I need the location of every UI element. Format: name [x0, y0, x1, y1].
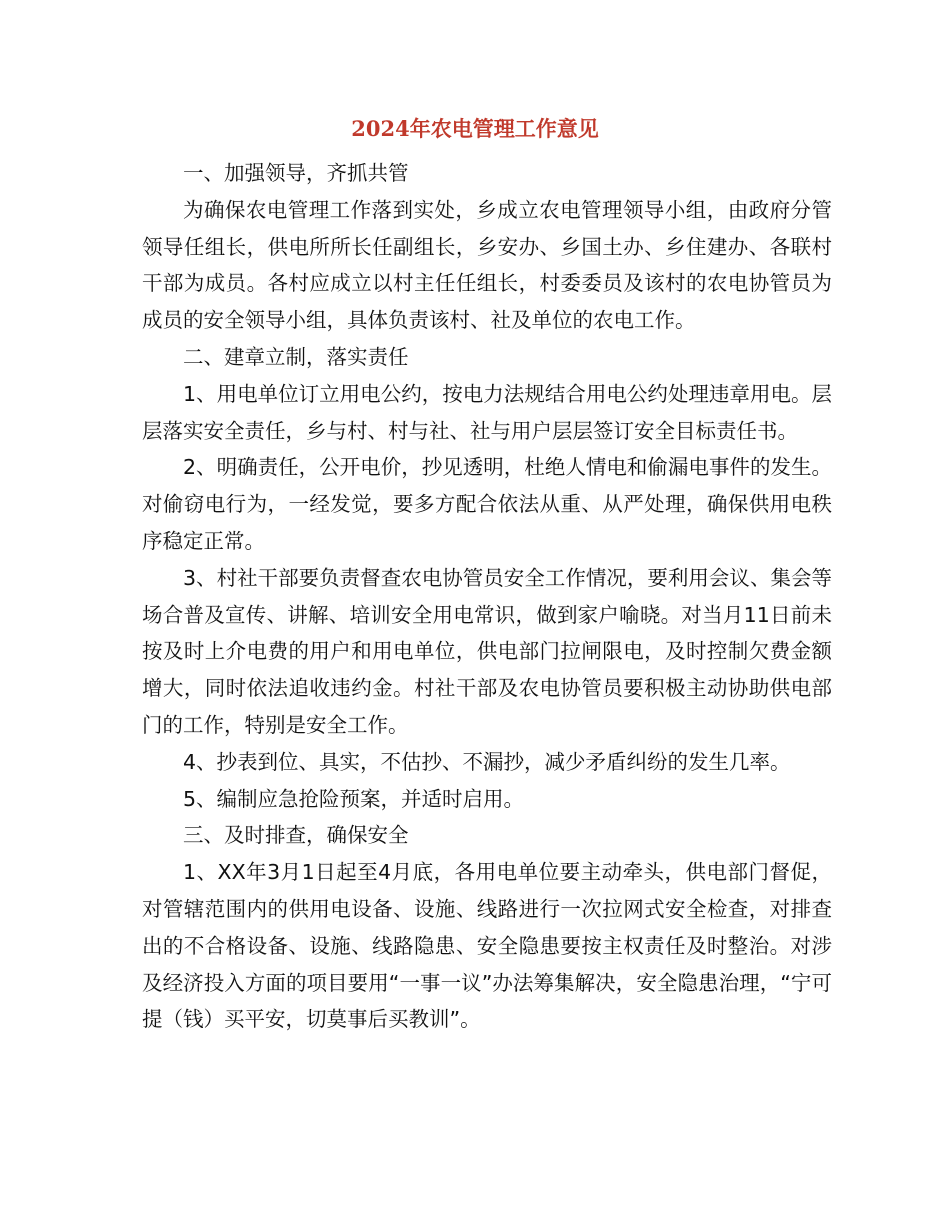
section-heading-2: 二、建章立制，落实责任: [183, 344, 409, 369]
section-heading-1: 一、加强领导，齐抓共管: [183, 161, 409, 185]
paragraph-item-3: 3、村社干部要负责督查农电协管员安全工作情况，要利用会议、集会等场合普及宣传、讲解、培训安全用电常识，做到家户喻晓。对当月11日前未按及时上介电费的用户和用电单位，供电部门拉闸限电，及时控制欠费金额增大，同时依法追收违约金。村社干部及农电协管员要积极主动协助供电部门的工作，特别是安全工作。: [142, 565, 832, 737]
paragraph-leadership: 为确保农电管理工作落到实处，乡成立农电管理领导小组，由政府分管领导任组长，供电所所长任副组长，乡安办、乡国土办、乡住建办、各联村干部为成员。各村应成立以村主任任组长，村委委员及该村的农电协管员为成员的安全领导小组，具体负责该村、社及单位的农电工作。: [142, 197, 832, 333]
paragraph-item-2: 2、明确责任，公开电价，抄见透明，杜绝人情电和偷漏电事件的发生。对偷窃电行为，一经发觉，要多方配合依法从重、从严处理，确保供用电秩序稳定正常。: [142, 455, 832, 553]
section-heading-3: 三、及时排查，确保安全: [183, 823, 409, 848]
paragraph-item-5: 5、编制应急抢险预案，并适时启用。: [183, 786, 525, 811]
paragraph-inspection: 1、XX年3月1日起至4月底，各用电单位要主动牵头，供电部门督促，对管辖范围内的供用电设备、设施、线路进行一次拉网式安全检查，对排查出的不合格设备、设施、线路隐患、安全隐患要按主权责任及时整治。对涉及经济投入方面的项目要用“一事一议”办法筹集解决，安全隐患治理，“宁可提（钱）买平安，切莫事后买教训”。: [142, 860, 832, 1032]
paragraph-item-1: 1、用电单位订立用电公约，按电力法规结合用电公约处理违章用电。层层落实安全责任，乡与村、村与社、社与用户层层签订安全目标责任书。: [142, 381, 832, 443]
document-title: 2024年农电管理工作意见: [351, 116, 599, 141]
paragraph-item-4: 4、抄表到位、具实，不估抄、不漏抄，减少矛盾纠纷的发生几率。: [183, 749, 791, 774]
document-body: [142, 155, 832, 1038]
